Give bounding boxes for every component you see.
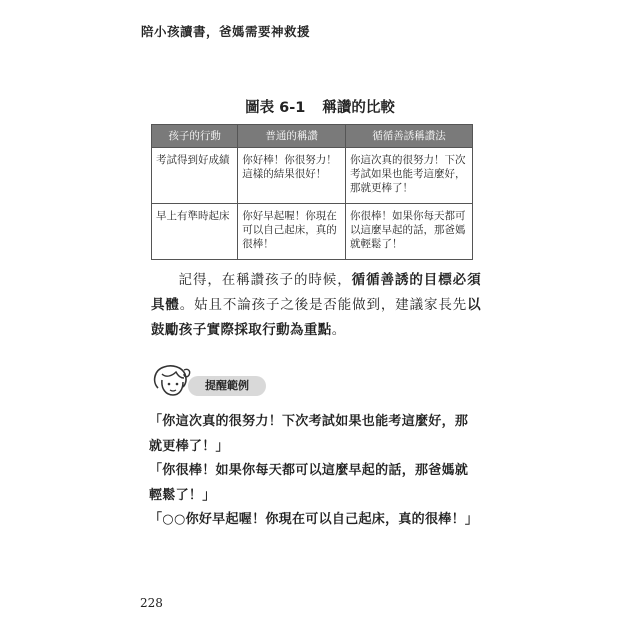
body-emphasis: 以鼓勵孩子實際採取行動為重點 <box>151 297 482 338</box>
table-row <box>152 148 473 204</box>
table-cell-normal <box>238 148 346 204</box>
column-header-action: 孩子的行動 <box>152 125 238 148</box>
body-paragraph <box>151 268 481 343</box>
cell-line: 你好棒！你很努力！ <box>242 154 337 166</box>
cell-line: 可以自己起床，真的 <box>242 224 337 236</box>
body-text: 。 <box>331 322 346 338</box>
example-list <box>149 410 481 533</box>
table-cell-action: 考試得到好成績 <box>152 148 238 204</box>
column-header-guided: 循循善誘稱讚法 <box>346 125 473 148</box>
cell-line: 很棒！ <box>242 238 274 250</box>
cell-line: 以這麼早起的話，那爸媽 <box>350 224 466 236</box>
running-header: 陪小孩讀書，爸媽需要神救援 <box>141 24 311 39</box>
body-emphasis: 循循善誘的目標必須具體 <box>151 272 481 313</box>
cell-line: 考試如果也能考這麼好， <box>350 168 466 180</box>
tip-badge-label: 提醒範例 <box>188 376 266 396</box>
tip-heading <box>150 362 270 402</box>
praise-comparison-table <box>151 124 473 260</box>
table-header-row <box>152 125 473 148</box>
table-cell-guided <box>346 204 473 260</box>
example-quote: 「你很棒！如果你每天都可以這麼早起的話，那爸媽就輕鬆了！」 <box>149 463 469 503</box>
body-text: 記得，在稱讚孩子的時候， <box>178 272 352 288</box>
figure-caption: 稱讚的比較 <box>322 100 395 116</box>
cell-line: 你這次真的很努力！下次 <box>350 154 466 166</box>
body-text: 。姑且不論孩子之後是否能做到，建議家長先 <box>179 297 468 313</box>
table-cell-action: 早上有準時起床 <box>152 204 238 260</box>
example-quote: 「○○你好早起喔！你現在可以自己起床，真的很棒！」 <box>149 512 479 527</box>
cell-line: 就輕鬆了！ <box>350 238 403 250</box>
cell-line: 那就更棒了！ <box>350 182 413 194</box>
figure-title <box>0 96 640 117</box>
table-cell-guided <box>346 148 473 204</box>
cell-line: 這樣的結果很好！ <box>242 168 327 180</box>
cell-line: 你好早起喔！你現在 <box>242 210 337 222</box>
example-quote: 「你這次真的很努力！下次考試如果也能考這麼好，那就更棒了！」 <box>149 414 469 454</box>
table-cell-normal <box>238 204 346 260</box>
girl-face-icon <box>150 362 194 402</box>
figure-number: 圖表 6-1 <box>245 100 306 116</box>
page-number: 228 <box>140 596 163 610</box>
column-header-normal: 普通的稱讚 <box>238 125 346 148</box>
table-row <box>152 204 473 260</box>
cell-line: 你很棒！如果你每天都可 <box>350 210 466 222</box>
